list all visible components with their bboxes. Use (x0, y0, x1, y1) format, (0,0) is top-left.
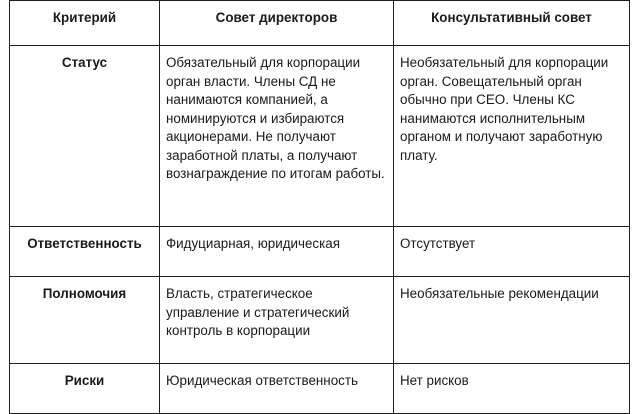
criterion-cell: Риски (10, 364, 160, 414)
header-criterion: Критерий (10, 1, 160, 46)
header-row (10, 1, 630, 46)
table-row (10, 227, 630, 277)
advisory-cell: Необязательный для корпорации орган. Совещательный орган обычно при CEO. Члены КС нанимаются исполнительным органом и получают заработную плату. (394, 46, 630, 227)
board-cell: Обязательный для корпорации орган власти. Члены СД не нанимаются компанией, а номинируются и избираются акционерами. Не получают заработной платы, а получают вознаграждение по итогам работы. (160, 46, 394, 227)
table-row (10, 46, 630, 227)
header-advisory-board: Консультативный совет (394, 1, 630, 46)
advisory-cell: Необязательные рекомендации (394, 277, 630, 364)
advisory-cell: Нет рисков (394, 364, 630, 414)
board-cell: Юридическая ответственность (160, 364, 394, 414)
table-row (10, 364, 630, 414)
advisory-cell: Отсутствует (394, 227, 630, 277)
board-cell: Фидуциарная, юридическая (160, 227, 394, 277)
criterion-cell: Полномочия (10, 277, 160, 364)
table-row (10, 277, 630, 364)
header-board-of-directors: Совет директоров (160, 1, 394, 46)
board-cell: Власть, стратегическое управление и стратегический контроль в корпорации (160, 277, 394, 364)
comparison-table (9, 0, 630, 414)
criterion-cell: Статус (10, 46, 160, 227)
criterion-cell: Ответственность (10, 227, 160, 277)
